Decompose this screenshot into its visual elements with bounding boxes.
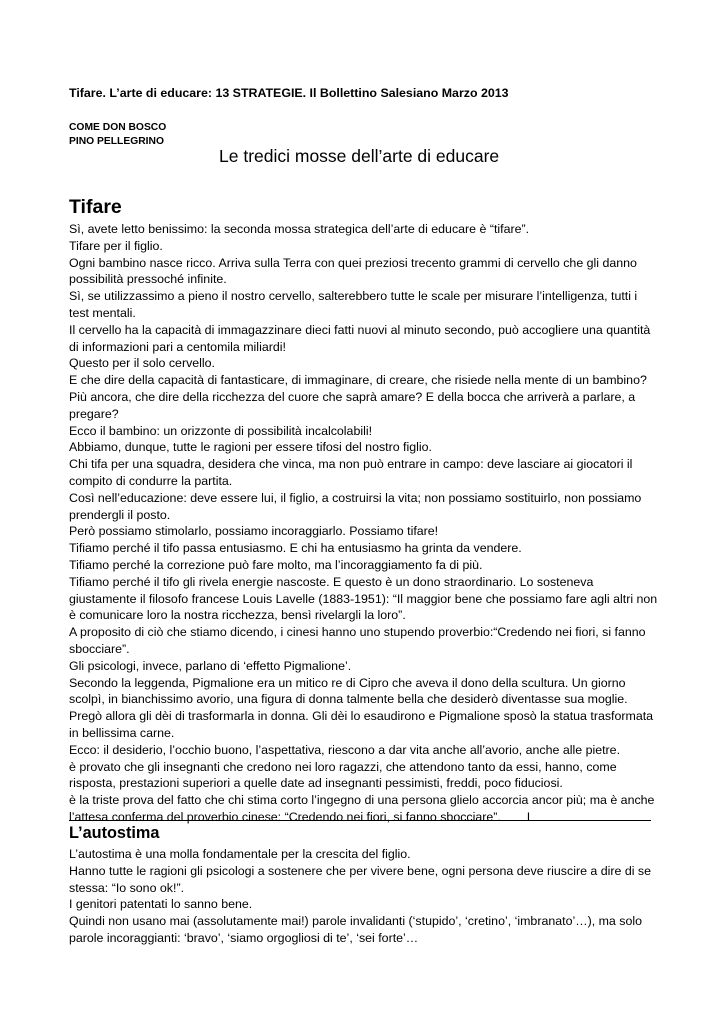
paragraph: Però possiamo stimolarlo, possiamo incoraggiarlo. Possiamo tifare! (69, 524, 439, 539)
paragraph: Tifare per il figlio. (69, 238, 163, 253)
paragraph: Così nell’educazione: deve essere lui, il figlio, a costruirsi la vita; non possiamo sostituirlo, non possiamo prendergli il posto. (69, 490, 642, 522)
paragraph: Tifiamo perché il tifo passa entusiasmo. E chi ha entusiasmo ha grinta da vendere. (69, 541, 522, 556)
paragraph: A proposito di ciò che stiamo dicendo, i cinesi hanno uno stupendo proverbio:“Credendo nei fiori, si fanno sbocciare”. (69, 625, 646, 656)
section-divider (69, 820, 651, 821)
section-heading-autostima: L’autostima (69, 824, 160, 842)
paragraph: Gli psicologi, invece, parlano di ‘effetto Pigmalione’. (69, 658, 352, 673)
paragraph: Pregò allora gli dèi di trasformarla in donna. Gli dèi lo esaudirono e Pigmalione sposò la statua trasformata in bellissima carne. (69, 709, 654, 740)
paragraph: Hanno tutte le ragioni gli psicologi a sostenere che per vivere bene, ogni persona deve riuscire a dire di se stessa: “Io sono ok!”. (69, 863, 652, 895)
paragraph: Sì, avete letto benissimo: la seconda mossa strategica dell’arte di educare è “tifare”. (69, 222, 530, 236)
signature-mark: L (526, 809, 534, 824)
paragraph: Più ancora, che dire della ricchezza del cuore che saprà amare? E della bocca che arriverà a parlare, a pregare? (69, 389, 636, 421)
section-body-autostima (69, 846, 659, 947)
paragraph: Tifiamo perché il tifo gli rivela energie nascoste. E questo è un dono straordinario. Lo sosteneva giustamente il filosofo francese Louis Lavelle (1883-1951): “Il maggior bene che possiamo fare agli altri non è comunicare loro la nostra ricchezza, bensì rivelargli la loro”. (69, 574, 658, 623)
main-heading: Le tredici mosse dell’arte di educare (219, 146, 500, 166)
paragraph: Ogni bambino nasce ricco. Arriva sulla Terra con quei preziosi trecento grammi di cervello che gli danno possibilità pressoché infinite. (69, 255, 637, 287)
section-body-tifare (69, 221, 659, 826)
paragraph: Questo per il solo cervello. (69, 356, 216, 371)
section-heading-tifare: Tifare (69, 196, 122, 218)
paragraph: è provato che gli insegnanti che credono nei loro ragazzi, che attendono tanto da essi, hanno, come risposta, prestazioni superiori a quelle date ad insegnanti pessimisti, freddi, poco fiduciosi. (69, 759, 617, 791)
column-name: COME DON BOSCO (69, 122, 167, 133)
document-title: Tifare. L’arte di educare: 13 STRATEGIE. Il Bollettino Salesiano Marzo 2013 (69, 86, 509, 100)
paragraph: Quindi non usano mai (assolutamente mai!) parole invalidanti (‘stupido’, ‘cretino’, ‘imbranato’…), ma solo parole incoraggianti: ‘bravo’, ‘siamo orgogliosi di te’, ‘sei forte’… (69, 914, 642, 945)
paragraph: Ecco: il desiderio, l’occhio buono, l’aspettativa, riescono a dar vita anche all’avorio, anche alle pietre. (69, 742, 621, 757)
paragraph: Il cervello ha la capacità di immagazzinare dieci fatti nuovi al minuto secondo, può accogliere una quantità di informazioni pari a centomila miliardi! (69, 322, 651, 354)
paragraph: Secondo la leggenda, Pigmalione era un mitico re di Cipro che aveva il dono della scultura. Un giorno scolpì, in bianchissimo avorio, una figura di donna talmente bella che desiderò diventasse sua moglie. (69, 675, 628, 707)
paragraph: L’autostima è una molla fondamentale per la crescita del figlio. (69, 847, 411, 861)
paragraph: I genitori patentati lo sanno bene. (69, 897, 253, 912)
paragraph-text: è la triste prova del fatto che chi stima corto l’ingegno di una persona glielo accorcia ancor più; ma è anche l’attesa conferma del proverbio cinese: “Credendo nei fiori, si fanno sbocciare”. (69, 793, 655, 824)
paragraph: Sì, se utilizzassimo a pieno il nostro cervello, salterebbero tutte le scale per misurare l’intelligenza, tutti i test mentali. (69, 289, 638, 320)
paragraph: Tifiamo perché la correzione può fare molto, ma l’incoraggiamento fa di più. (69, 557, 483, 572)
paragraph: Ecco il bambino: un orizzonte di possibilità incalcolabili! (69, 423, 373, 438)
paragraph: E che dire della capacità di fantasticare, di immaginare, di creare, che risiede nella mente di un bambino? (69, 373, 647, 388)
author-name: PINO PELLEGRINO (69, 136, 164, 147)
paragraph: Abbiamo, dunque, tutte le ragioni per essere tifosi del nostro figlio. (69, 440, 432, 455)
byline (69, 121, 166, 149)
paragraph: Chi tifa per una squadra, desidera che vinca, ma non può entrare in campo: deve lasciare ai giocatori il compito di condurre la partita. (69, 457, 633, 488)
